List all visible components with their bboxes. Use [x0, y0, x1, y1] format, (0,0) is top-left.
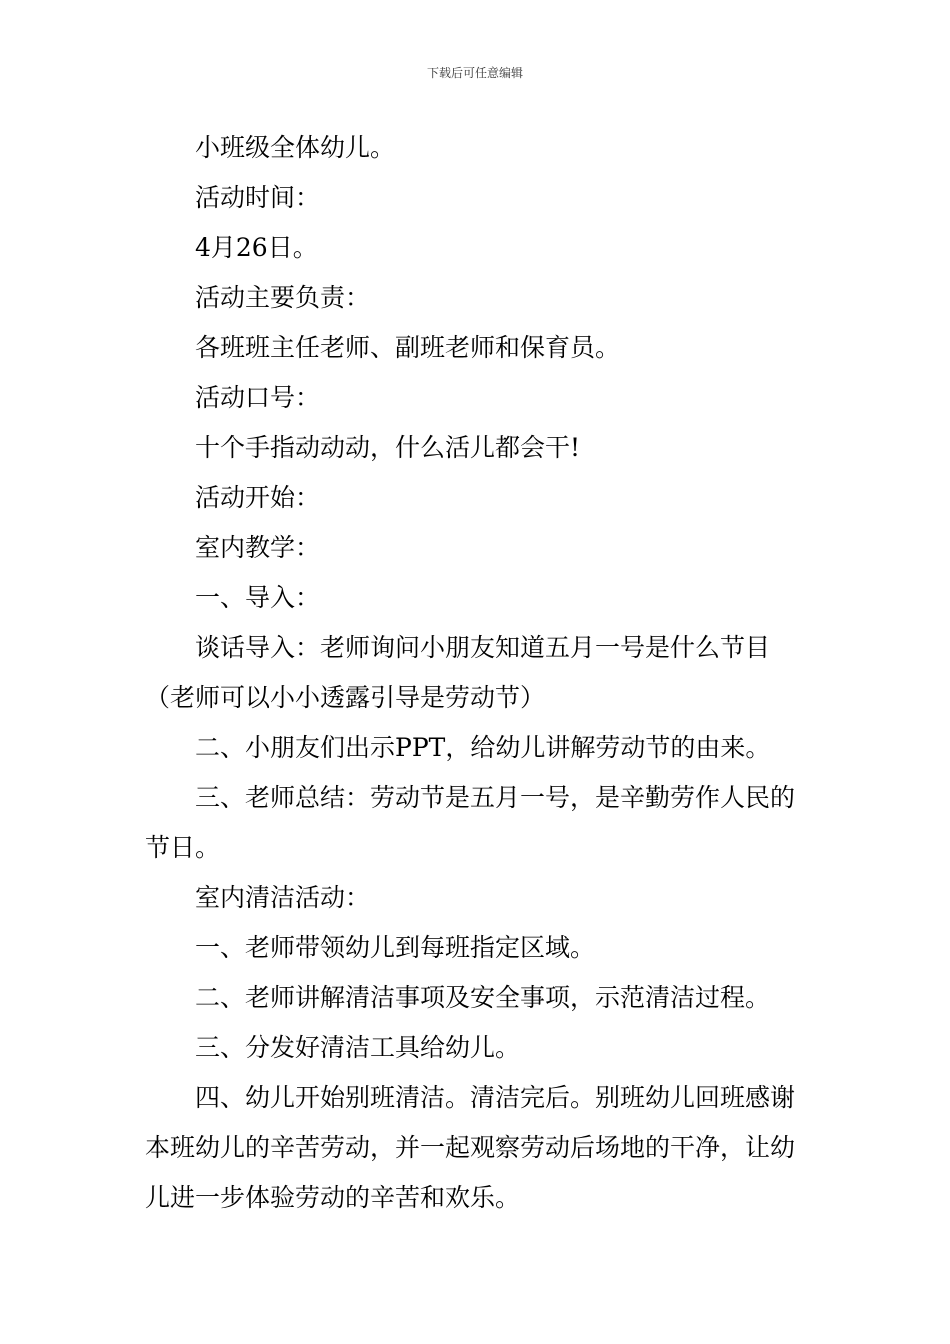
paragraph-cleaning-step-3: 三、分发好清洁工具给幼儿。 [195, 1033, 521, 1062]
paragraph-step-ppt: 二、小朋友们出示PPT，给幼儿讲解劳动节的由来。 [195, 733, 771, 762]
paragraph-time-heading: 活动时间： [195, 183, 321, 212]
paragraph-cleaning-step-2: 二、老师讲解清洁事项及安全事项，示范清洁过程。 [195, 983, 771, 1012]
paragraph-responsible-value: 各班班主任老师、副班老师和保育员。 [195, 333, 621, 362]
paragraph-responsible-heading: 活动主要负责： [195, 283, 371, 312]
paragraph-cleaning-step-4: 四、幼儿开始别班清洁。清洁完后。别班幼儿回班感谢本班幼儿的辛苦劳动，并一起观察劳动后场地的干净，让幼儿进一步体验劳动的辛苦和欢乐。 [145, 1083, 796, 1212]
paragraph-start-heading: 活动开始： [195, 483, 321, 512]
document-body [145, 123, 807, 1223]
paragraph-indoor-teaching-heading: 室内教学： [195, 533, 321, 562]
paragraph-step-intro: 一、导入： [195, 583, 321, 612]
paragraph-talk-intro: 谈话导入：老师询问小朋友知道五月一号是什么节目（老师可以小小透露引导是劳动节） [145, 633, 771, 712]
paragraph-cleaning-heading: 室内清洁活动： [195, 883, 371, 912]
paragraph-cleaning-step-1: 一、老师带领幼儿到每班指定区域。 [195, 933, 596, 962]
paragraph-slogan-value: 十个手指动动动，什么活儿都会干! [195, 433, 581, 462]
paragraph-step-summary: 三、老师总结：劳动节是五月一号，是辛勤劳作人民的节日。 [145, 783, 796, 862]
page-header: 下载后可任意编辑 [426, 66, 523, 80]
paragraph-participants: 小班级全体幼儿。 [195, 133, 396, 162]
paragraph-time-value: 4月26日。 [195, 233, 318, 262]
paragraph-slogan-heading: 活动口号： [195, 383, 321, 412]
